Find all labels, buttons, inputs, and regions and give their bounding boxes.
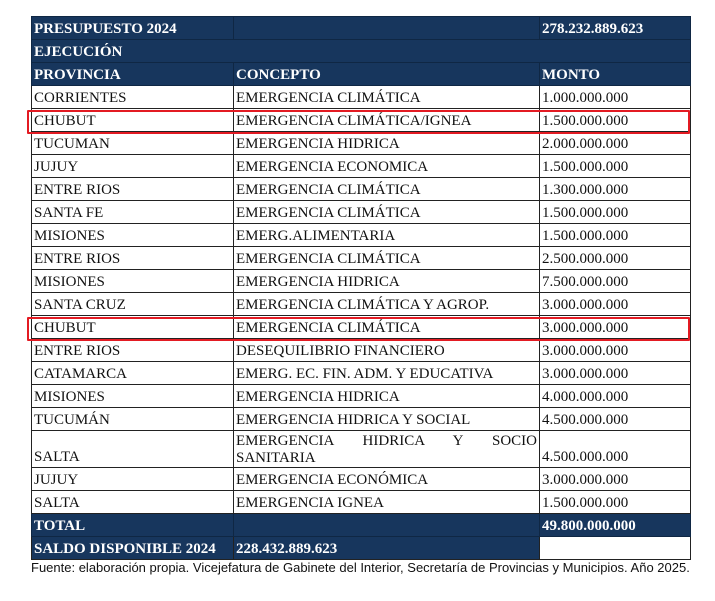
- cell-monto: 1.500.000.000: [540, 109, 691, 132]
- saldo-label: SALDO DISPONIBLE 2024: [32, 537, 234, 560]
- table-row: [32, 247, 691, 270]
- table-row: [32, 431, 691, 468]
- cell-monto: 1.500.000.000: [540, 224, 691, 247]
- presupuesto-label: PRESUPUESTO 2024: [32, 17, 234, 40]
- cell-monto: 7.500.000.000: [540, 270, 691, 293]
- table-row: [32, 132, 691, 155]
- cell-provincia: CHUBUT: [32, 109, 234, 132]
- budget-sheet: [31, 16, 690, 560]
- total-value: 49.800.000.000: [540, 514, 691, 537]
- table-row: [32, 293, 691, 316]
- table-row: [32, 491, 691, 514]
- cell-monto: 4.500.000.000: [540, 408, 691, 431]
- cell-provincia: MISIONES: [32, 270, 234, 293]
- presupuesto-value: 278.232.889.623: [540, 17, 691, 40]
- cell-concepto: EMERGENCIA CLIMÁTICA: [234, 201, 540, 224]
- cell-monto: 3.000.000.000: [540, 468, 691, 491]
- cell-provincia: TUCUMÁN: [32, 408, 234, 431]
- cell-concepto: EMERGENCIA ECONÓMICA: [234, 468, 540, 491]
- column-header-monto: MONTO: [540, 63, 691, 86]
- cell-provincia: ENTRE RIOS: [32, 178, 234, 201]
- table-row: [32, 178, 691, 201]
- cell-provincia: ENTRE RIOS: [32, 339, 234, 362]
- presupuesto-row: [32, 17, 691, 40]
- cell-concepto: DESEQUILIBRIO FINANCIERO: [234, 339, 540, 362]
- cell-provincia: ENTRE RIOS: [32, 247, 234, 270]
- table-row: [32, 362, 691, 385]
- cell-concepto: EMERGENCIA HIDRICA: [234, 132, 540, 155]
- cell-monto: 1.300.000.000: [540, 178, 691, 201]
- cell-monto: 4.000.000.000: [540, 385, 691, 408]
- cell-concepto: EMERGENCIA HIDRICA: [234, 270, 540, 293]
- cell-concepto: EMERGENCIA CLIMÁTICA/IGNEA: [234, 109, 540, 132]
- presupuesto-spacer: [234, 17, 540, 40]
- cell-concepto: EMERG.ALIMENTARIA: [234, 224, 540, 247]
- cell-monto: 3.000.000.000: [540, 293, 691, 316]
- cell-concepto: EMERGENCIA CLIMÁTICA: [234, 247, 540, 270]
- cell-concepto: EMERG. EC. FIN. ADM. Y EDUCATIVA: [234, 362, 540, 385]
- cell-provincia: CATAMARCA: [32, 362, 234, 385]
- table-row: [32, 201, 691, 224]
- cell-provincia: TUCUMAN: [32, 132, 234, 155]
- column-header-provincia: PROVINCIA: [32, 63, 234, 86]
- cell-provincia: SANTA CRUZ: [32, 293, 234, 316]
- table-row: [32, 86, 691, 109]
- cell-provincia: CHUBUT: [32, 316, 234, 339]
- total-row: [32, 514, 691, 537]
- source-note: Fuente: elaboración propia. Vicejefatura de Gabinete del Interior, Secretaría de Provincias y Municipios. Año 2025.: [31, 560, 690, 575]
- cell-monto: 4.500.000.000: [540, 431, 691, 468]
- cell-provincia: JUJUY: [32, 155, 234, 178]
- cell-concepto: EMERGENCIA ECONOMICA: [234, 155, 540, 178]
- cell-monto: 3.000.000.000: [540, 339, 691, 362]
- ejecucion-label: EJECUCIÓN: [32, 40, 691, 63]
- total-label: TOTAL: [32, 514, 234, 537]
- table-row: [32, 224, 691, 247]
- cell-concepto: EMERGENCIA CLIMÁTICA: [234, 178, 540, 201]
- cell-provincia: MISIONES: [32, 385, 234, 408]
- ejecucion-row: [32, 40, 691, 63]
- cell-provincia: SALTA: [32, 431, 234, 468]
- column-header-concepto: CONCEPTO: [234, 63, 540, 86]
- cell-monto: 1.000.000.000: [540, 86, 691, 109]
- table-row: [32, 109, 691, 132]
- table-row: [32, 339, 691, 362]
- cell-monto: 1.500.000.000: [540, 201, 691, 224]
- total-spacer: [234, 514, 540, 537]
- table-row: [32, 270, 691, 293]
- cell-monto: 1.500.000.000: [540, 155, 691, 178]
- cell-provincia: CORRIENTES: [32, 86, 234, 109]
- cell-provincia: SANTA FE: [32, 201, 234, 224]
- cell-monto: 1.500.000.000: [540, 491, 691, 514]
- budget-table: [31, 16, 691, 560]
- table-body: [32, 86, 691, 514]
- cell-concepto: EMERGENCIA CLIMÁTICA: [234, 316, 540, 339]
- table-row: [32, 316, 691, 339]
- cell-provincia: SALTA: [32, 491, 234, 514]
- cell-monto: 3.000.000.000: [540, 316, 691, 339]
- table-row: [32, 408, 691, 431]
- table-row: [32, 155, 691, 178]
- cell-provincia: JUJUY: [32, 468, 234, 491]
- saldo-row: [32, 537, 691, 560]
- table-row: [32, 385, 691, 408]
- cell-provincia: MISIONES: [32, 224, 234, 247]
- cell-concepto: EMERGENCIA HIDRICA Y SOCIAL: [234, 408, 540, 431]
- column-header-row: [32, 63, 691, 86]
- saldo-value: 228.432.889.623: [234, 537, 540, 560]
- cell-concepto: EMERGENCIA IGNEA: [234, 491, 540, 514]
- cell-concepto: EMERGENCIA HIDRICA Y SOCIO SANITARIA: [234, 431, 540, 468]
- cell-monto: 3.000.000.000: [540, 362, 691, 385]
- cell-concepto: EMERGENCIA CLIMÁTICA: [234, 86, 540, 109]
- saldo-empty-cell: [540, 537, 691, 560]
- cell-monto: 2.500.000.000: [540, 247, 691, 270]
- cell-concepto: EMERGENCIA CLIMÁTICA Y AGROP.: [234, 293, 540, 316]
- cell-concepto: EMERGENCIA HIDRICA: [234, 385, 540, 408]
- table-row: [32, 468, 691, 491]
- cell-monto: 2.000.000.000: [540, 132, 691, 155]
